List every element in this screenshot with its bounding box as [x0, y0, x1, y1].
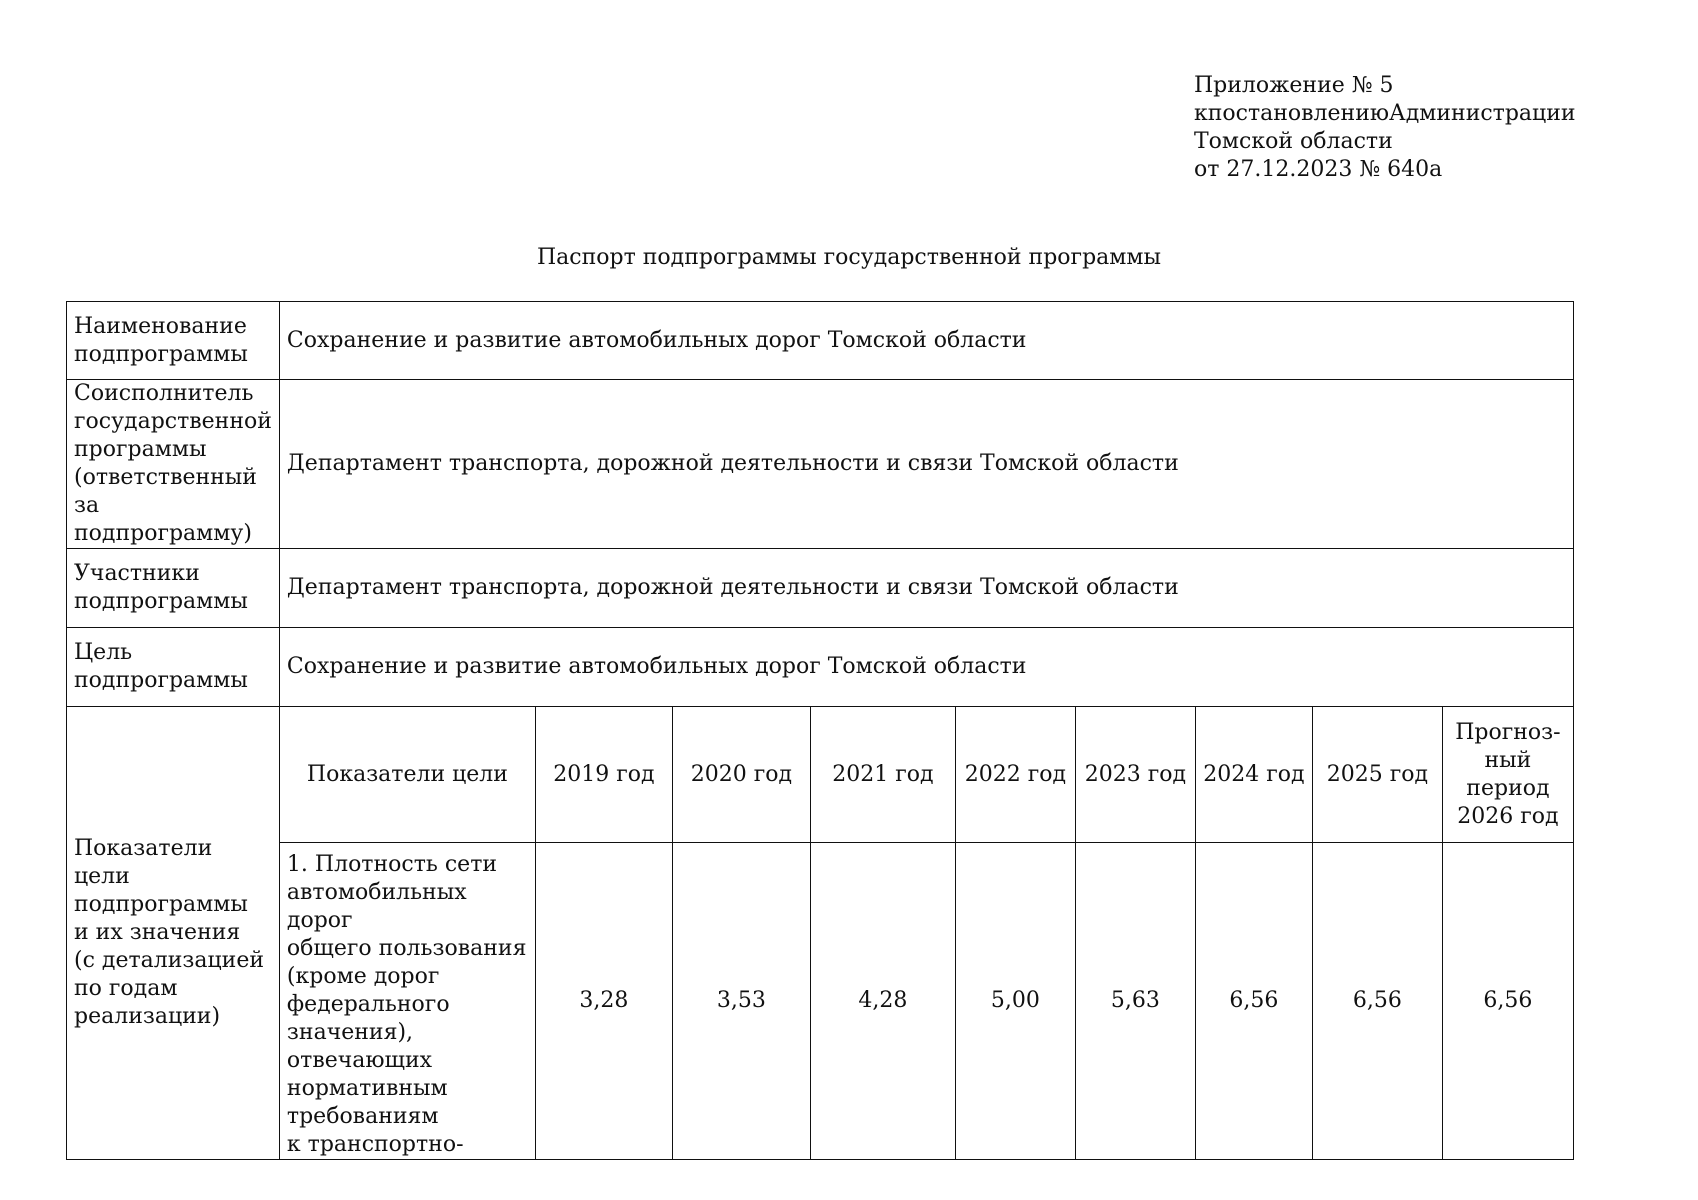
- indicator-value: 6,56: [1195, 843, 1312, 1160]
- forecast-header: Прогноз- ный период 2026 год: [1442, 707, 1573, 843]
- appendix-line-2: [1194, 100, 1574, 128]
- indicators-header-row: [67, 707, 1574, 843]
- indicator-value: 3,28: [535, 843, 672, 1160]
- year-header: 2019 год: [535, 707, 672, 843]
- year-header: 2022 год: [955, 707, 1075, 843]
- row-label: Цель подпрограммы: [67, 628, 280, 707]
- passport-table: [66, 301, 1574, 1160]
- row-label: Участники подпрограммы: [67, 549, 280, 628]
- appendix-word-administration: Администрации: [1389, 101, 1576, 126]
- appendix-line-1: Приложение № 5: [1194, 73, 1394, 98]
- appendix-line-3: Томской области: [1194, 129, 1393, 154]
- year-header: 2025 год: [1312, 707, 1442, 843]
- year-header: 2023 год: [1075, 707, 1195, 843]
- appendix-line-4: от 27.12.2023 № 640а: [1194, 157, 1443, 182]
- row-label: Наименование подпрограммы: [67, 302, 280, 380]
- row-participants: [67, 549, 1574, 628]
- year-header: 2020 год: [672, 707, 810, 843]
- indicator-value: 3,53: [672, 843, 810, 1160]
- row-value: Департамент транспорта, дорожной деятельности и связи Томской области: [279, 380, 1573, 549]
- appendix-block: [1194, 72, 1574, 184]
- indicator-row-1: [67, 843, 1574, 1160]
- indicator-header: Показатели цели: [279, 707, 535, 843]
- row-name: [67, 302, 1574, 380]
- row-value: Сохранение и развитие автомобильных дорог Томской области: [279, 302, 1573, 380]
- indicator-value: 5,63: [1075, 843, 1195, 1160]
- appendix-word-resolution: постановлению: [1207, 101, 1390, 126]
- document-title: Паспорт подпрограммы государственной программы: [536, 245, 1162, 270]
- indicator-value: 5,00: [955, 843, 1075, 1160]
- row-coexecutor: [67, 380, 1574, 549]
- row-label: Соисполнитель государственной программы (ответственный за подпрограмму): [67, 380, 280, 549]
- indicator-value: 4,28: [810, 843, 955, 1160]
- appendix-word-k: к: [1194, 101, 1208, 126]
- year-header: 2024 год: [1195, 707, 1312, 843]
- indicator-value: 6,56: [1312, 843, 1442, 1160]
- indicators-label: Показатели цели подпрограммы и их значения (с детализацией по годам реализации): [67, 707, 280, 1160]
- row-value: Сохранение и развитие автомобильных дорог Томской области: [279, 628, 1573, 707]
- indicator-name: 1. Плотность сети автомобильных дорог общего пользования (кроме дорог федерального значения), отвечающих нормативным требованиям к транспортно-: [279, 843, 535, 1160]
- row-goal: [67, 628, 1574, 707]
- year-header: 2021 год: [810, 707, 955, 843]
- indicator-value: 6,56: [1442, 843, 1573, 1160]
- row-value: Департамент транспорта, дорожной деятельности и связи Томской области: [279, 549, 1573, 628]
